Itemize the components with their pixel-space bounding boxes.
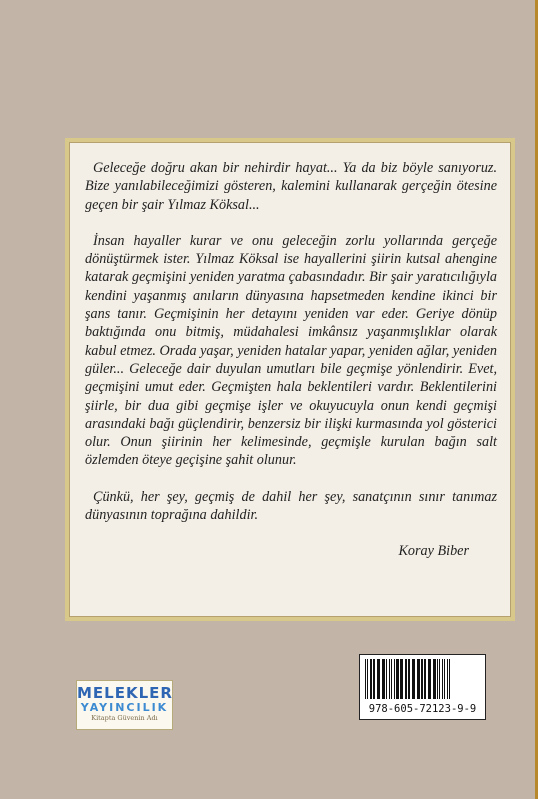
barcode-bar: [367, 659, 368, 699]
barcode-bar: [405, 659, 407, 699]
barcode-bar: [400, 659, 403, 699]
barcode-bar: [408, 659, 410, 699]
barcode-bar: [370, 659, 372, 699]
barcode-bar: [421, 659, 423, 699]
barcode-bar: [428, 659, 431, 699]
barcode-bar: [447, 659, 448, 699]
isbn-barcode: [359, 654, 486, 720]
publisher-tagline: Kitapta Güvenin Adı: [91, 714, 158, 722]
blurb-paragraph-2: İnsan hayaller kurar ve onu geleceğin zorlu yollarında gerçeğe dönüştürmek ister. Yılmaz Köksal ise hayallerini şiirin kutsal ahengine katarak geçmişini yeniden yaratma çabasındadır. Bir şair yaratıcılığıyla kendini yaşanmış anıların dünyasına hapsetmeden kendine ikinci bir şans tanır. Geçmişinin her detayını yeniden var eder. Geriye dönüp baktığında onu bitmiş, müdahalesi imkânsız yaşanmışlıklar olarak kabul etmez. Orada yaşar, yeniden hatalar yapar, yeniden ağlar, yeniden güler... Geleceğe dair duyulan umutları bile geçmişe yönlendirir. Evet, geçmişini umut eder. Geçmişten hala beklentileri vardır. Beklentilerini şiirle, bir dua gibi geçmişe işler ve okuyucuyla onun kendi geçmişi arasındaki bağı güçlendirir, benzersiz bir ilişki kurmasında yol gösterici olur. Onun şiirinin her kelimesinde, geçmişle kurulan bağın salt özlemden öteye geçişine şahit olunur.: [85, 232, 497, 469]
publisher-name-line1: MELEKLER: [77, 684, 173, 702]
barcode-bar: [373, 659, 375, 699]
barcode-bar: [442, 659, 443, 699]
barcode-bar: [449, 659, 450, 699]
blurb-paragraph-3: Çünkü, her şey, geçmiş de dahil her şey, sanatçının sınır tanımaz dünyasının toprağına dahildir.: [85, 488, 497, 524]
isbn-number: 978-605-72123-9-9: [368, 703, 477, 715]
back-cover-text-panel: [65, 138, 515, 621]
blurb-paragraph-1: Geleceğe doğru akan bir nehirdir hayat... Ya da biz böyle sanıyoruz. Bize yanılabileceğimizi gösteren, kalemini kullanarak gerçeğin ötesine geçen bir şair Yılmaz Köksal...: [85, 160, 497, 213]
publisher-name-line2: YAYINCILIK: [80, 701, 169, 714]
barcode-bar: [424, 659, 426, 699]
barcode-bar: [439, 659, 440, 699]
barcode-bar: [444, 659, 445, 699]
publisher-logo: [76, 680, 173, 730]
barcode-bar: [377, 659, 380, 699]
barcode-bar: [382, 659, 385, 699]
author-signature: Koray Biber: [398, 543, 469, 560]
barcode-bar: [386, 659, 387, 699]
barcode-bar: [396, 659, 399, 699]
barcode-bar: [394, 659, 395, 699]
barcode-bar: [417, 659, 420, 699]
barcode-bar: [389, 659, 390, 699]
barcode-bar: [433, 659, 436, 699]
barcode-bar: [365, 659, 366, 699]
barcode-bar: [412, 659, 415, 699]
barcode-bars: [364, 659, 481, 701]
barcode-bar: [437, 659, 438, 699]
barcode-bar: [391, 659, 392, 699]
